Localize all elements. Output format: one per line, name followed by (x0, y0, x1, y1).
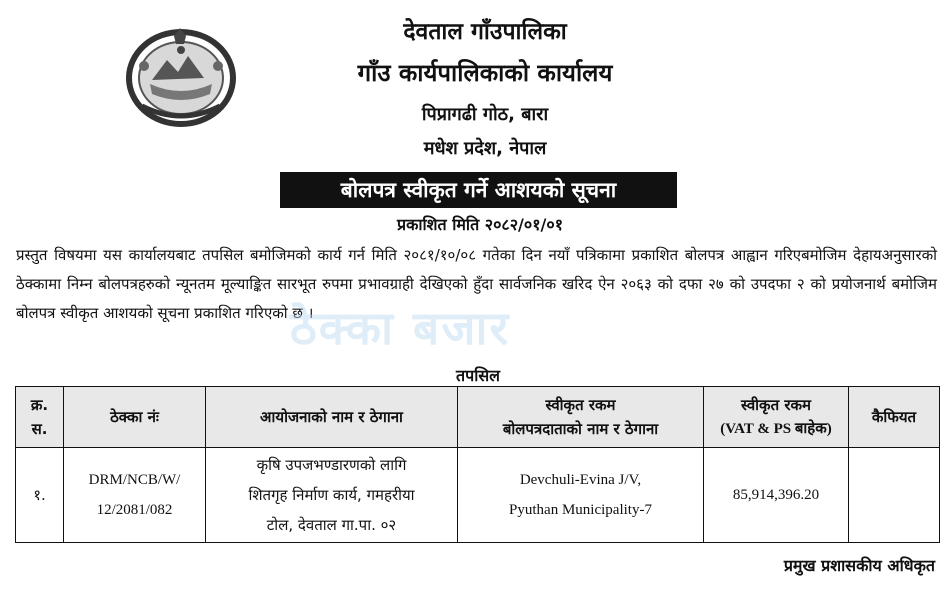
province-country: मधेश प्रदेश, नेपाल (423, 138, 547, 159)
nepal-emblem-icon (122, 22, 240, 130)
signature-title: प्रमुख प्रशासकीय अधिकृत (783, 556, 935, 575)
published-date: प्रकाशित मिति २०८२/०१/०१ (396, 215, 564, 234)
header-amount: स्वीकृत रकम (VAT & PS बाहेक) (704, 387, 849, 448)
office-name: गाँउ कार्यपालिकाको कार्यालय (357, 59, 613, 87)
schedule-table (15, 386, 940, 543)
notice-title: बोलपत्र स्वीकृत गर्ने आशयको सूचना (280, 172, 677, 208)
header-sn: क्र. स. (16, 387, 64, 448)
notice-body: प्रस्तुत विषयमा यस कार्यालयबाट तपसिल बमोजिमको कार्य गर्न मिति २०८१/१०/०८ गतेका दिन नयाँ पत्रिकामा प्रकाशित बोलपत्र आह्वान गरिएबमोजिम देहायअनुसारको ठेक्कामा निम्न बोलपत्रहरुको न्यूनतम मूल्याङ्कित सारभूत रुपमा प्रभावग्राही देखिएको हुँदा सार्वजनिक खरिद ऐन २०६३ को दफा २७ को उपदफा २ को प्रयोजनार्थ बमोजिम बोलपत्र स्वीकृत आशयको सूचना प्रकाशित गरिएको छ । (16, 246, 937, 322)
cell-sn: १. (16, 448, 64, 543)
table-row (16, 448, 940, 543)
watermark: ठेक्का बजार (290, 301, 511, 355)
municipality-name: देवताल गाँउपालिका (403, 19, 567, 45)
cell-project: कृषि उपजभण्डारणको लागि शितगृह निर्माण कार्य, गमहरीया टोल, देवताल गा.पा. ०२ (206, 448, 458, 543)
cell-bidder: Devchuli-Evina J/V, Pyuthan Municipality-7 (458, 448, 704, 543)
cell-contract-no: DRM/NCB/W/ 12/2081/082 (64, 448, 206, 543)
header-remarks: कैफियत (849, 387, 940, 448)
schedule-label: तपसिल (455, 366, 501, 385)
office-address: पिप्रागढी गोठ, बारा (421, 104, 549, 125)
cell-remarks (849, 448, 940, 543)
header-project: आयोजनाको नाम र ठेगाना (206, 387, 458, 448)
header-contract-no: ठेक्का नंः (64, 387, 206, 448)
table-header-row (16, 387, 940, 448)
cell-amount: 85,914,396.20 (704, 448, 849, 543)
header-bidder: स्वीकृत रकम बोलपत्रदाताको नाम र ठेगाना (458, 387, 704, 448)
